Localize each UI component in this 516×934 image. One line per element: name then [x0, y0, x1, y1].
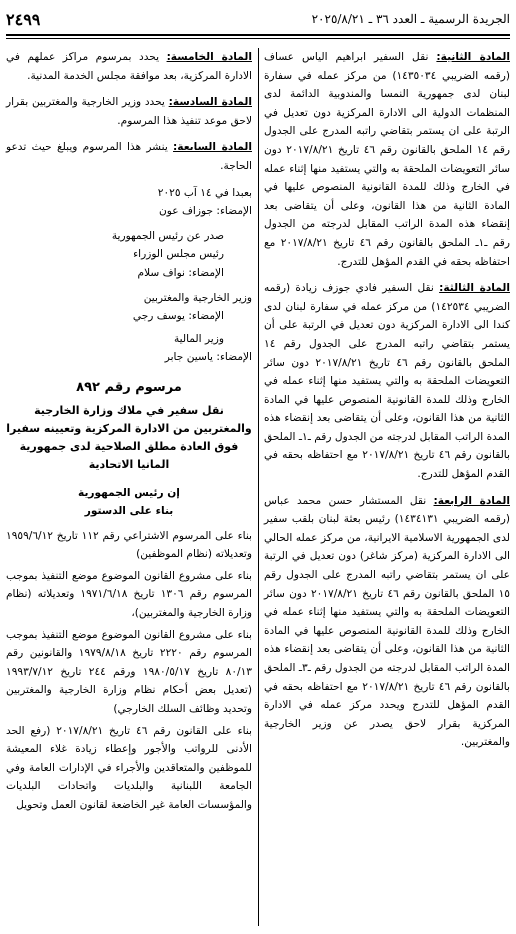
column-divider	[258, 48, 259, 926]
fm-signature: الإمضاء: يوسف رجي	[132, 310, 224, 323]
decree-paragraph: بناء على مشروع القانون الموضوع موضع التنفيذ بموجب المرسوم رقم ١٣٠٦ تاريخ ١٩٧١/٦/١٨ وتعديلاته (نظام وزارة الخارجية والمغتربين)،	[6, 569, 252, 620]
constitution-line: بناء على الدستور	[84, 505, 174, 518]
right-column	[264, 48, 510, 760]
page-header	[6, 6, 510, 32]
article-2-label: المادة الثانية:	[436, 51, 510, 63]
issued-by: صدر عن رئيس الجمهورية	[111, 229, 224, 242]
article-6	[6, 93, 252, 130]
article-3-text: نقل السفير فادي جوزف زيادة (رقمه الضريبي ١٤٢٥٣٤) من مركز عمله في سفارة لبنان لدى كندا الى الادارة المركزية دون تعديل في الرتبة على أن يستمر بتقاضي راتبه المدرج على الجدول رقم ١٤ الملحق بالقانون رقم ٤٦ تاريخ ٢٠١٧/٨/٢١ دون سائر التعويضات الملحقة به والتي يستفيد منها إثناء عمله في الخارج وذلك للمدة القانونية المنصوص عليها في المادة الثانية من هذا القانون، وعلى أن يتقاضى بعد إنقضاء هذه المدة الراتب المقابل لدرجته من الجدول رقم ـ١ـ الملحق بالقانون رقم ٤٦ تاريخ ٢٠١٧/٨/٢١ مع احتفاظه بحقه في القدم المؤهل للتدرج.	[264, 282, 511, 481]
page-number: ٢٤٩٩	[6, 9, 41, 29]
decree-paragraph: بناء على مشروع القانون الموضوع موضع التنفيذ بموجب المرسوم رقم ٢٢٢٠ تاريخ ١٩٧٩/٨/١٨ والقانونين رقم ٨٠/١٣ تاريخ ١٩٨٠/٥/١٧ ورقم ٢٤٤ تاريخ ١٩٩٣/٧/١٢ (تعديل بعض أحكام نظام وزارة الخارجية والمغتربين وتحديد وظائف السلك الخارجي)	[6, 628, 252, 716]
decree-paragraph: بناء على القانون رقم ٤٦ تاريخ ٢٠١٧/٨/٢١ (رفع الحد الأدنى للرواتب والأجور وإعطاء زيادة غلاء المعيشة للموظفين والمتعاقدين والأجراء في الإدارات العامة وفي الجامعة اللبنانية والبلديات واتحادات البلديات والمؤسسات العامة غير الخاضعة لقانون العمل وتحويل	[6, 724, 252, 811]
header-rule	[6, 34, 510, 36]
decree-paragraph: بناء على المرسوم الاشتراعي رقم ١١٢ تاريخ ١٩٥٩/٦/١٢ وتعديلاته (نظام الموظفين)	[6, 529, 252, 561]
signature-block	[6, 184, 252, 367]
finance-title: وزير المالية	[173, 332, 224, 345]
president-line: إن رئيس الجمهورية	[78, 486, 180, 499]
article-7-label: المادة السابعة:	[173, 141, 252, 154]
article-4-label: المادة الرابعة:	[433, 494, 510, 507]
decree-number: مرسوم رقم ٨٩٢	[76, 379, 182, 395]
article-2	[264, 48, 510, 271]
article-4	[264, 492, 510, 752]
pm-title: رئيس مجلس الوزراء	[133, 248, 224, 261]
article-2-text: نقل السفير ابراهيم الياس عساف (رقمه الضريبي ١٤٣٥٠٣٤) من مركز عمله في سفارة لبنان لدى جمهورية النمسا والمندوبية الدائمة لدى المنظمات الدولية الى الادارة المركزية دون تعديل في الرتبة على ان يستمر بتقاضي راتبه المدرج على الجدول رقم ١٤ الملحق بالقانون رقم ٤٦ تاريخ ٢٠١٧/٨/٢١ دون سائر التعويضات الملحقة به والتي يستفيد منها إثناء عمله في الخارج وذلك للمدة القانونية المنصوص عليها في المادة الثانية من هذا القانون، وعلى أن يتقاضى بعد إنقضاء هذه المدة الراتب المقابل لدرجته من الجدول رقم ـ١ـ الملحق بالقانون رقم ٤٦ تاريخ ٢٠١٧/٨/٢١ مع احتفاظه بحقه في القدم المؤهل للتدرج.	[264, 51, 510, 268]
article-6-label: المادة السادسة:	[168, 96, 252, 109]
article-3-label: المادة الثالثة:	[439, 282, 510, 295]
article-4-text: نقل المستشار حسن محمد عباس (رقمه الضريبي ١٤٣٤١٣١) رئيس بعثة لبنان بلقب سفير لدى الجمهورية الاسلامية الايرانية، من مركز عمله الحالي الى الادارة المركزية (مركز شاغر) دون تعديل في الرتبة على ان يستمر بتقاضي راتبه المدرج على الجدول رقم ١٥ الملحق بالقانون رقم ٤٦ تاريخ ٢٠١٧/٨/٢١ دون سائر التعويضات الملحقة به والتي يستفيد منها إثناء عمله في الخارج وذلك للمدة القانونية المنصوص عليها في المادة الثانية من هذا القانون، وعلى أن يتقاضى بعد إنقضاء هذه المدة الراتب المقابل لدرجته من الجدول رقم ـ٣ـ الملحق بالقانون رقم ٤٦ تاريخ ٢٠١٧/٨/٢١ مع احتفاظه بحقه في القدم المؤهل للتدرج ويحدد مركز عمله في الادارة المركزية بقرار لاحق يصدر عن وزير الخارجية والمغتربين.	[264, 494, 511, 749]
decree-title: نقل سفير في ملاك وزارة الخارجية والمغتربين من الادارة المركزية وتعيينه سفيرا فوق العادة مطلق الصلاحية لدى جمهورية المانيا الاتحادية	[6, 403, 252, 471]
article-6-text: يحدد وزير الخارجية والمغتربين بقرار لاحق موعد تنفيذ هذا المرسوم.	[6, 96, 252, 127]
article-5-label: المادة الخامسة:	[166, 51, 252, 63]
gazette-title: الجريدة الرسمية ـ العدد ٣٦ ـ ٢٠٢٥/٨/٢١	[311, 12, 510, 26]
finance-signature: الإمضاء: ياسين جابر	[164, 351, 252, 364]
article-5	[6, 48, 252, 85]
header-rule-thin	[6, 38, 510, 39]
article-7-text: ينشر هذا المرسوم ويبلغ حيث تدعو الحاجة.	[6, 141, 252, 172]
article-3	[264, 279, 510, 484]
pm-signature: الإمضاء: نواف سلام	[137, 266, 224, 279]
article-5-text: يحدد بمرسوم مراكز عملهم في الادارة المركزية، بعد موافقة مجلس الخدمة المدنية.	[6, 51, 252, 82]
left-column	[6, 48, 252, 815]
article-7	[6, 138, 252, 175]
date-line: بعبدا في ١٤ آب ٢٠٢٥	[157, 186, 252, 199]
fm-title: وزير الخارجية والمغتربين	[143, 291, 252, 304]
president-signature: الإمضاء: جوزاف عون	[159, 205, 252, 218]
